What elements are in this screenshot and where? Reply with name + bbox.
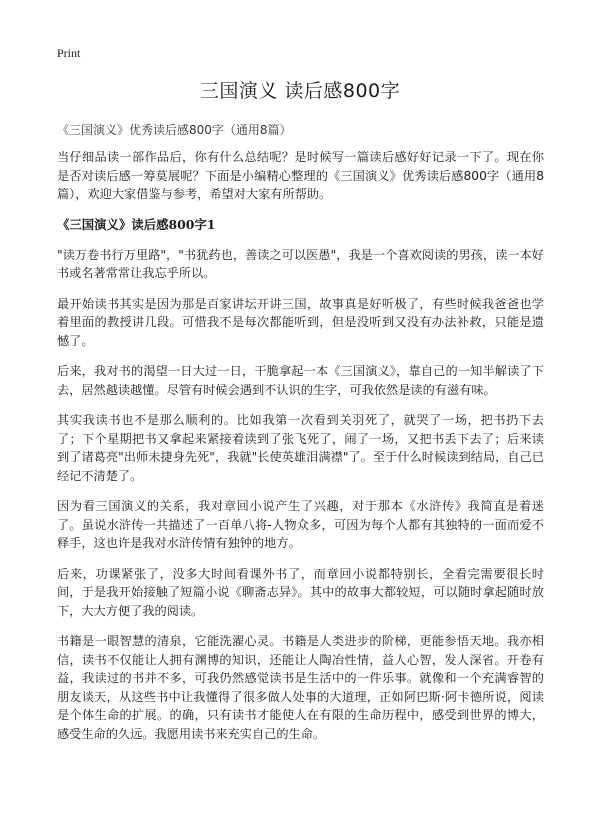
page-title: 三国演义 读后感800字 <box>199 80 401 102</box>
section-heading: 《三国演义》读后感800字1 <box>57 216 216 232</box>
article-body <box>57 148 544 755</box>
body-paragraph: 后来，我对书的渴望一日大过一日，干脆拿起一本《三国演义》，靠自己的一知半解读了下去，居然越读越懂。尽管有时候会遇到不认识的生字，可我依然是读的有滋有味。 <box>57 364 544 397</box>
body-paragraph: 其实我读书也不是那么顺利的。比如我第一次看到关羽死了，就哭了一场，把书扔下去了；下个星期把书又拿起来紧接着读到了张飞死了，闹了一场，又把书丢下去了；后来读到了诸葛亮"出师未捷身先死"，我就"长使英雄泪满襟"了。至于什么时候读到结局，自己已经记不清楚了。 <box>57 413 544 483</box>
intro-paragraph: 当仔细品读一部作品后，你有什么总结呢？是时候写一篇读后感好好记录一下了。现在你是否对读后感一筹莫展呢？下面是小编精心整理的《三国演义》优秀读后感800字（通用8篇），欢迎大家借鉴与参考，希望对大家有所帮助。 <box>57 150 544 201</box>
body-paragraph: "读万卷书行万里路"，"书犹药也，善读之可以医愚"，我是一个喜欢阅读的男孩，读一本好书或名著常常让我忘乎所以。 <box>57 247 544 280</box>
body-paragraph: 因为看三国演义的关系，我对章回小说产生了兴趣，对于那本《水浒传》我简直是着迷了。虽说水浒传一共描述了一百单八将-人物众多，可因为每个人都有其独特的一面而爱不释手，这也许是我对水浒传情有独钟的地方。 <box>57 499 544 550</box>
body-paragraph: 书籍是一眼智慧的清泉，它能洗濯心灵。书籍是人类进步的阶梯，更能参悟天地。我亦相信，读书不仅能让人拥有渊博的知识，还能让人陶冶性情，益人心智，发人深省。开卷有益，我读过的书并不多，可我仍然感觉读书是生活中的一件乐事。就像和一个充满睿智的朋友谈天，从这些书中让我懂得了很多做人处事的大道理，正如阿巴斯·阿卡德所说，阅读是个体生命的扩展。的确，只有读书才能使人在有限的生命历程中，感受到世界的博大，感受生命的久远。我愿用读书来充实自己的生命。 <box>57 634 544 741</box>
print-link[interactable]: Print <box>57 46 81 60</box>
body-paragraph: 后来，功课紧张了，没多大时间看课外书了，而章回小说都特别长，全看完需要很长时间，于是我开始接触了短篇小说《聊斋志异》。其中的故事大都较短，可以随时拿起随时放下，大大方便了我的阅读。 <box>57 566 544 618</box>
article-subtitle: 《三国演义》优秀读后感800字（通用8篇） <box>57 123 292 137</box>
body-paragraph: 最开始读书其实是因为那是百家讲坛开讲三国，故事真是好听极了，有些时候我爸爸也学着里面的教授讲几段。可惜我不是每次都能听到，但是没听到又没有办法补救，只能是遗憾了。 <box>57 296 544 348</box>
